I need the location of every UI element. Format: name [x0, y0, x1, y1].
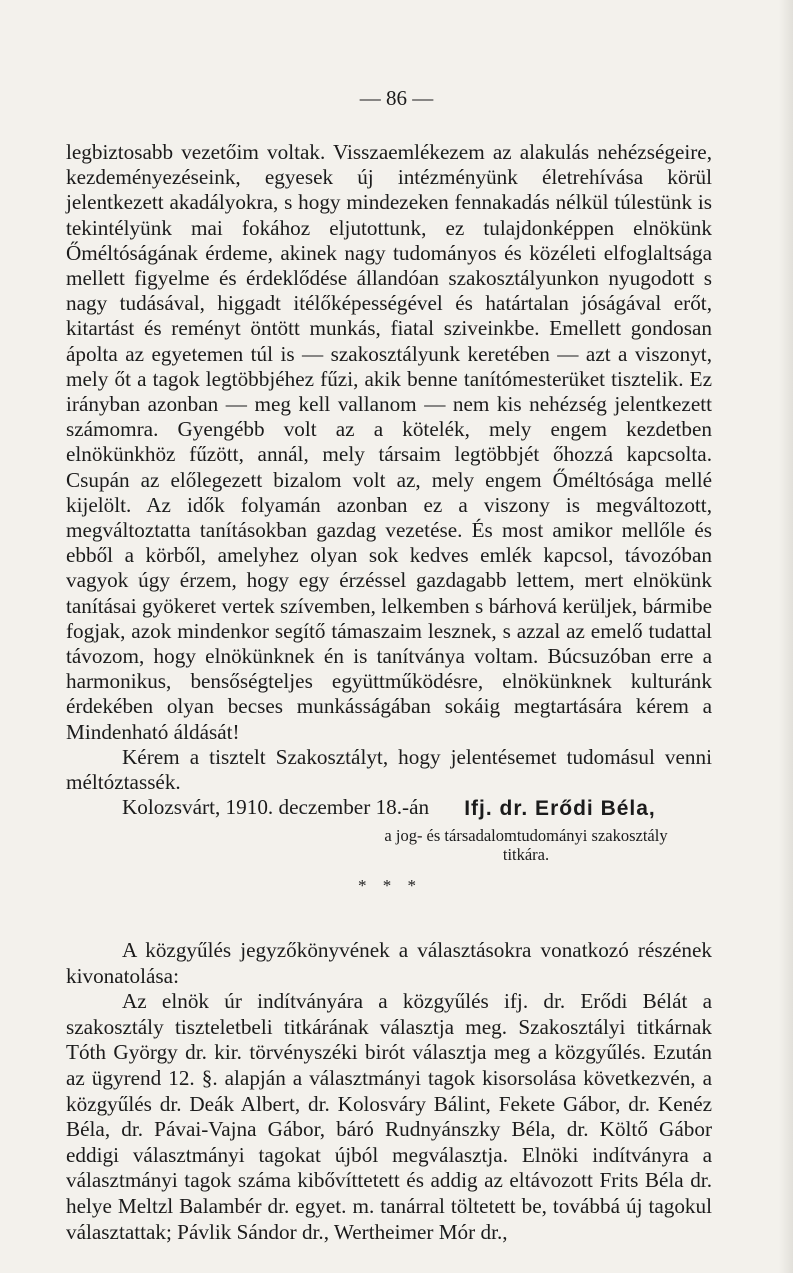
- report-body: [66, 140, 712, 820]
- minutes-paragraph-1: A közgyűlés jegyzőkönyvének a választásokra vonatkozó részének kivonatolása:: [66, 938, 712, 988]
- signature-role: [340, 826, 712, 864]
- section-separator: * * *: [358, 876, 422, 895]
- signature-role-line-1: a jog- és társadalomtudományi szakosztály: [384, 826, 668, 845]
- page-number: — 86 —: [359, 86, 434, 110]
- minutes-paragraph-2: Az elnök úr indítványára a közgyűlés ifj. dr. Erődi Bélát a szakosztály tiszteletbeli titkárának választja meg. Szakosztályi titkárnak Tóth György dr. kir. törvényszéki birót választja meg a közgyűlés. Ezután az ügyrend 12. §. alapján a választmányi tagok kisorsolása következvén, a közgyűlés dr. Deák Albert, dr. Kolosváry Bálint, Fekete Gábor, dr. Kenéz Béla, dr. Pávai-Vajna Gábor, báró Rudnyánszky Béla, dr. Költő Gábor eddigi választmányi tagokat újból megválasztja. Elnöki indítványra a választmányi tagok száma kibővíttetett és addig az eltávozott Frits Béla dr. helye Meltzl Balambér dr. egyet. m. tanárral töltetett be, továbbá új tagokul választattak; Pávlik Sándor dr., Wertheimer Mór dr.,: [66, 989, 712, 1244]
- page-edge-shadow: [779, 0, 793, 1273]
- report-paragraph-1: legbiztosabb vezetőim voltak. Visszaemlékezem az alakulás nehézségeire, kezdeményezéseink, egyesek új intézményünk életrehívása körül jelentkezett akadályokra, s hogy mindezeken fennakadás nélkül túlestünk is tekintélyünk mai fokához eljutottunk, ez tulajdonképpen elnökünk Őméltóságának érdeme, akinek nagy tudományos és közéleti elfoglaltsága mellett figyelme és érdeklődése állandóan szakosztályunkon nyugodott s nagy tudásával, higgadt itélőképességével és határtalan jóságával erőt, kitartást és reményt öntött munkás, fiatal sziveinkbe. Emellett gondosan ápolta az egyetemen túl is — szakosztályunk keretében — azt a viszonyt, mely őt a tagok legtöbbjéhez fűzi, akik benne tanítómesterüket tisztelik. Ez irányban azonban — meg kell vallanom — nem kis nehézség jelentkezett számomra. Gyengébb volt az a kötelék, mely engem kezdetben elnökünkhöz fűzött, annál, mely társaim legtöbbjét őhozzá kapcsolta. Csupán az előlegezett bizalom volt az, mely engem Őméltósága mellé kijelölt. Az idők folyamán azonban ez a viszony is megváltozott, megváltoztatta tanításokban gazdag vezetése. És most amikor mellőle és ebből a körből, amelyhez olyan sok kedves emlék kapcsol, távozóban vagyok úgy érzem, hogy egy érzéssel gazdagabb lettem, mert elnökünk tanításai gyökeret vertek szívemben, lelkemben s bárhová kerüljek, bármibe fogjak, azok mindenkor segítő támaszaim lesznek, s azzal az emelő tudattal távozom, hogy elnökünknek én is tanítványa voltam. Búcsuzóban erre a harmonikus, bensőségteljes együttműködésre, elnökünknek kulturánk érdekében olyan becses munkásságában sokáig megtartására kérem a Mindenható áldását!: [66, 140, 712, 744]
- date-line: Kolozsvárt, 1910. deczember 18.-án: [122, 795, 430, 820]
- signature-name: Ifj. dr. Erődi Béla,: [464, 797, 656, 820]
- report-paragraph-2: Kérem a tisztelt Szakosztályt, hogy jelentésemet tudomásul venni méltóztassék.: [66, 744, 712, 795]
- minutes-body: [66, 938, 712, 1245]
- signature-role-line-2: titkára.: [502, 845, 550, 864]
